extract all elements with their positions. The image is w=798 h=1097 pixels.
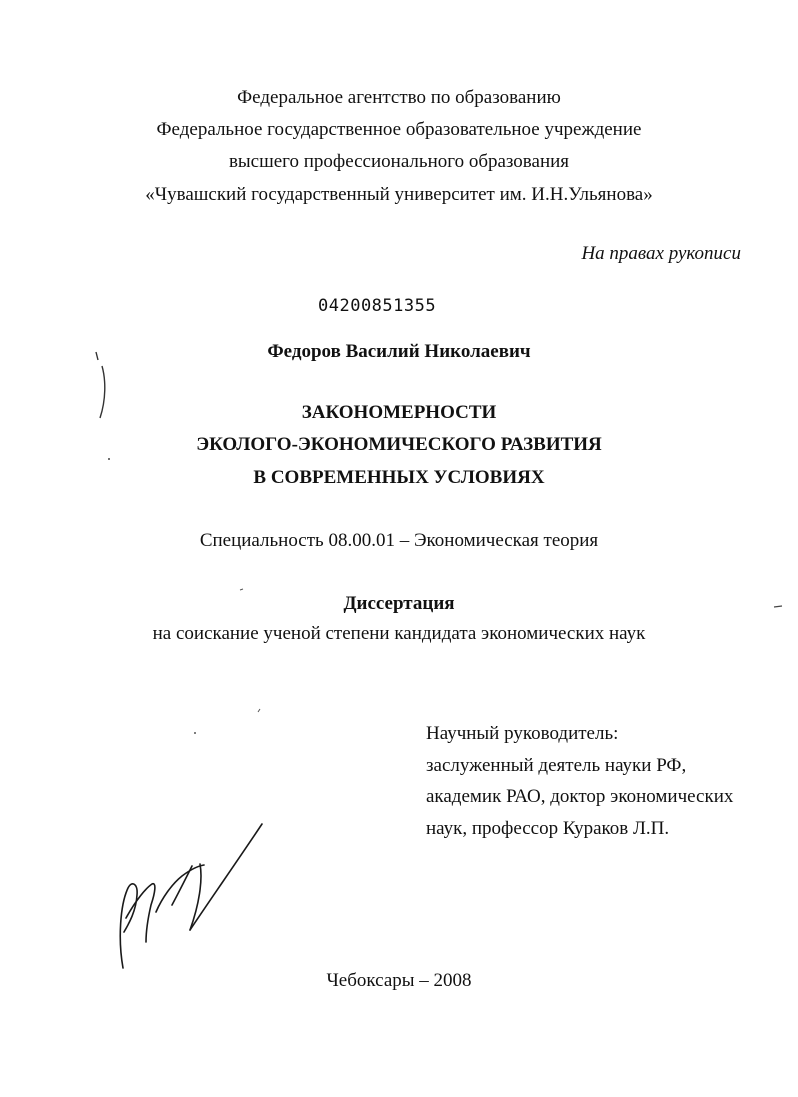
work-type: Диссертация — [343, 593, 455, 614]
scan-speck — [108, 458, 110, 460]
supervisor-label: Научный руководитель: — [426, 723, 619, 744]
supervisor-title-1: заслуженный деятель науки РФ, — [426, 754, 687, 776]
title-line-2: ЭКОЛОГО-ЭКОНОМИЧЕСКОГО РАЗВИТИЯ — [196, 434, 602, 455]
specialty: Специальность 08.00.01 – Экономическая теория — [199, 530, 599, 551]
title-line-1: ЗАКОНОМЕРНОСТИ — [301, 402, 497, 423]
scan-speck — [194, 732, 196, 734]
manuscript-note: На правах рукописи — [581, 243, 741, 264]
title-line-3: В СОВРЕМЕННЫХ УСЛОВИЯХ — [253, 467, 545, 488]
city-year: Чебоксары – 2008 — [326, 970, 472, 991]
registration-number: 04200851355 — [318, 296, 437, 316]
supervisor-title-2: академик РАО, доктор экономических — [426, 786, 734, 807]
author-name: Федоров Василий Николаевич — [267, 341, 531, 362]
header-institution-type: Федеральное государственное образовательное учреждение — [156, 119, 642, 140]
supervisor-block — [426, 718, 733, 844]
supervisor-name: наук, профессор Кураков Л.П. — [426, 817, 670, 839]
header-education-level: высшего профессионального образования — [228, 151, 570, 172]
scan-speck — [258, 709, 260, 712]
header-university: «Чувашский государственный университет им. И.Н.Ульянова» — [145, 184, 653, 205]
scan-speck — [240, 589, 243, 590]
handwritten-signature — [120, 824, 262, 968]
degree-line: на соискание ученой степени кандидата экономических наук — [152, 623, 646, 644]
header-agency: Федеральное агентство по образованию — [237, 87, 561, 108]
